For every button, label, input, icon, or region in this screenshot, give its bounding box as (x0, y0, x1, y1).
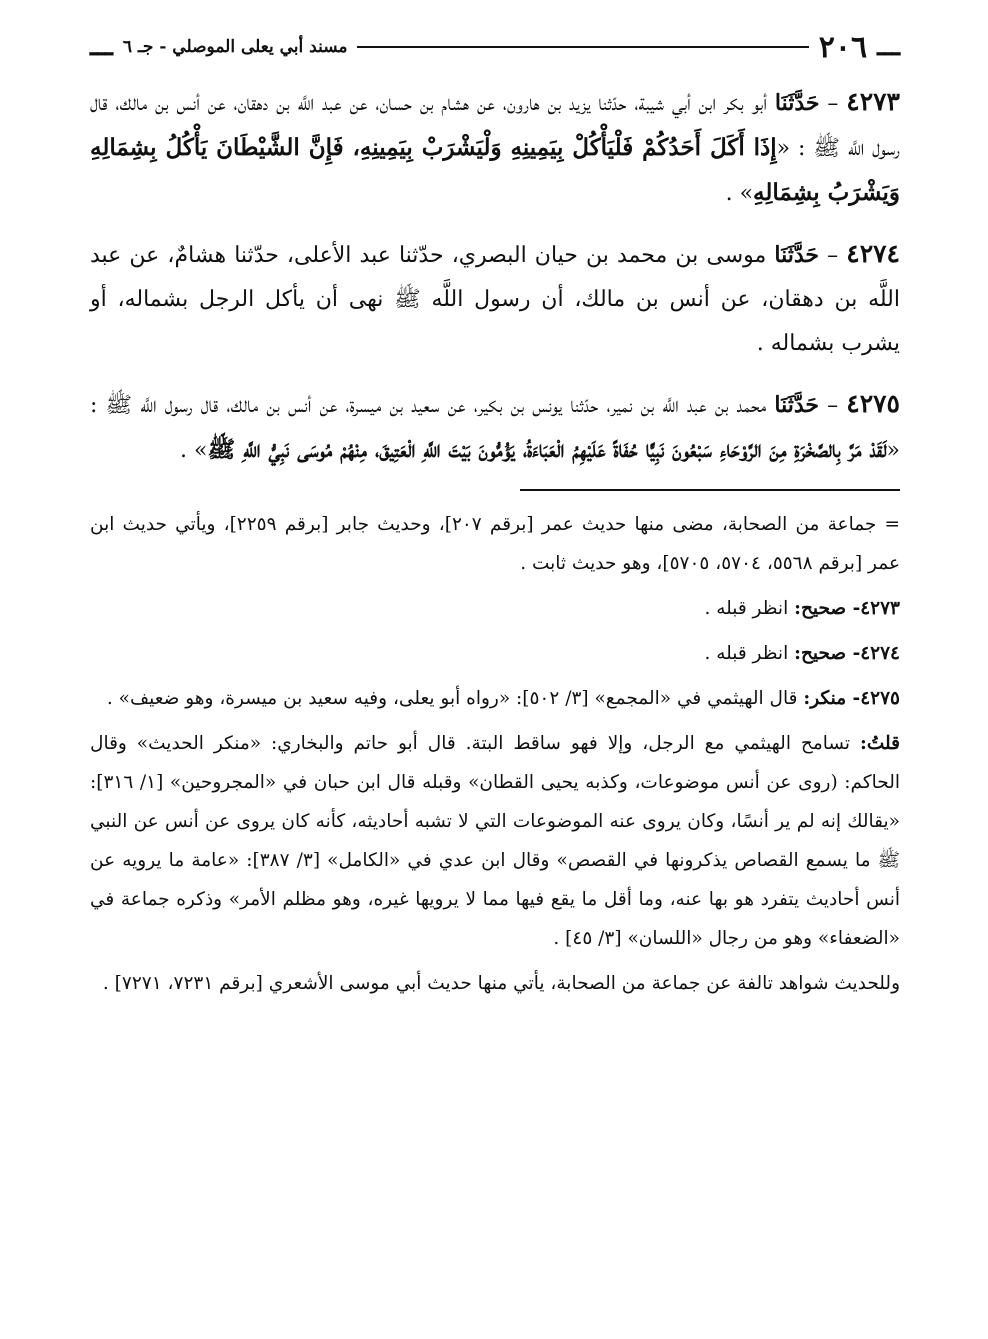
header-dash: ـــ (877, 32, 900, 62)
footnote-text: قال الهيثمي في «المجمع» [٣/ ٥٠٢]: «رواه أبو يعلى، وفيه سعيد بن ميسرة، وهو ضعيف» . (106, 688, 798, 709)
hadith-4274: ٤٢٧٤ – حَدَّثَنَا موسى بن محمد بن حيان البصري، حدّثنا عبد الأعلى، حدّثنا هشامٌ، عن عبد اللَّه بن دهقان، عن أنس بن مالك، أن رسول اللَّه ﷺ نهى أن يأكل الرجل بشماله، أو يشرب بشماله . (90, 239, 900, 356)
qult-label: قلتُ: (860, 733, 900, 754)
hadith-number: ٤٢٧٥ (846, 389, 900, 418)
haddathana-word: حَدَّثَنَا (774, 90, 820, 116)
footnote-text: انظر قبله . (704, 598, 789, 619)
page-number: ٢٠٦ (818, 29, 868, 65)
hadith-4275: ٤٢٧٥ – حَدَّثَنَا محمد بن عبد اللَّه بن نمير، حدّثنا يونس بن بكير، عن سعيد بن ميسرة، عن أنس بن مالك، قال رسول اللَّه ﷺ : «لَقَدْ مَرَّ بِالصَّخْرَةِ مِنَ الرَّوْحَاءِ سَبْعُونَ نَبِيًّا حُفَاةً عَلَيْهِمُ الْعَبَاءَةُ، يَؤُمُّونَ بَيْتَ اللَّهِ الْعَتِيقَ، مِنْهُمْ مُوسَى نَبِيُّ اللَّهِ ﷺ» . (90, 389, 900, 463)
running-title: مسند أبي يعلى الموصلي - جـ ٦ (122, 37, 348, 57)
quote-close: » . (725, 181, 754, 206)
footnote-4274 (90, 634, 900, 673)
haddathana-word: حَدَّثَنَا (774, 242, 820, 268)
footnote-label: ٤٢٧٤- صحيح: (794, 643, 900, 664)
header-rule (357, 46, 808, 48)
matn-text: إِذَا أَكَلَ أَحَدُكُمْ فَلْيَأْكُلْ بِيَمِينِهِ وَلْيَشْرَبْ بِيَمِينِهِ، فَإِنَّ الشَّيْطَانَ يَأْكُلُ بِشِمَالِهِ وَيَشْرَبُ بِشِمَالِهِ (90, 134, 900, 206)
header-tail-dash: ـــ (90, 32, 113, 62)
running-header (90, 22, 900, 72)
qult-text: تسامح الهيثمي مع الرجل، وإلا فهو ساقط البتة. قال أبو حاتم والبخاري: «منكر الحديث» وقال الحاكم: (روى عن أنس موضوعات، وكذبه يحيى القطان» وقبله قال ابن حبان في «المجروحين» [١/ ٣١٦]: «يقالك إنه لم ير أنسًا، وكان يروى عنه الموضوعات التي لا تشبه أحاديثه، كأنه كان يروى عن أنس عن النبي ﷺ ما يسمع القصاص يذكرونها في القصص» وقال ابن عدي في «الكامل» [٣/ ٣٨٧]: «عامة ما يرويه عن أنس أحاديث يتفرد هو بها عنه، وما أقل ما يقع فيها مما لا يرويها غيره، وهو مظلم الأمر» وذكره جماعة في «الضعفاء» وهو من رجال «اللسان» [٣/ ٤٥] . (90, 733, 900, 949)
footnote-label: ٤٢٧٥- منكر: (803, 688, 900, 709)
footnote-qult (90, 724, 900, 958)
isnad-text: موسى بن محمد بن حيان البصري، حدّثنا عبد الأعلى، حدّثنا هشامٌ، عن عبد اللَّه بن دهقان، عن أنس بن مالك، أن رسول اللَّه ﷺ نهى أن يأكل الرجل بشماله، أو يشرب بشماله . (90, 243, 900, 356)
haddathana-word: حَدَّثَنَا (774, 392, 820, 418)
footnote-4275 (90, 679, 900, 718)
footnote-text: انظر قبله . (704, 643, 789, 664)
hadith-number: ٤٢٧٤ (846, 239, 900, 268)
quote-close: » . (180, 438, 208, 463)
footnote-shawahid: وللحديث شواهد تالفة عن جماعة من الصحابة، يأتي منها حديث أبي موسى الأشعري [برقم ٧٢٣١، ٧٢٧١] . (102, 973, 900, 994)
hadith-text (90, 80, 900, 473)
hadith-4273: ٤٢٧٣ – حَدَّثَنَا أبو بكر ابن أبي شيبة، حدّثنا يزيد بن هارون، عن هشام بن حسان، عن عبد اللَّه بن دهقان، عن أنس بن مالك، قال رسول اللَّه ﷺ : «إِذَا أَكَلَ أَحَدُكُمْ فَلْيَأْكُلْ بِيَمِينِهِ وَلْيَشْرَبْ بِيَمِينِهِ، فَإِنَّ الشَّيْطَانَ يَأْكُلُ بِشِمَالِهِ وَيَشْرَبُ بِشِمَالِهِ» . (90, 87, 900, 206)
footnotes (90, 505, 900, 1003)
matn-text: لَقَدْ مَرَّ بِالصَّخْرَةِ مِنَ الرَّوْحَاءِ سَبْعُونَ نَبِيًّا حُفَاةً عَلَيْهِمُ الْعَبَاءَةُ، يَؤُمُّونَ بَيْتَ اللَّهِ الْعَتِيقَ، مِنْهُمْ مُوسَى نَبِيُّ اللَّهِ ﷺ (207, 436, 887, 463)
isnad-text: محمد بن عبد اللَّه بن نمير، حدّثنا يونس بن بكير، عن سعيد بن ميسرة، عن أنس بن مالك، قال رسول اللَّه ﷺ : « (90, 393, 900, 463)
isnad-text: أبو بكر ابن أبي شيبة، حدّثنا يزيد بن هارون، عن هشام بن حسان، عن عبد اللَّه بن دهقان، عن أنس بن مالك، قال رسول اللَّه ﷺ : « (90, 91, 900, 161)
footnote-separator (520, 489, 900, 491)
footnote-continuation: = جماعة من الصحابة، مضى منها حديث عمر [برقم ٢٠٧]، وحديث جابر [برقم ٢٢٥٩]، ويأتي حديث ابن عمر [برقم ٥٥٦٨، ٥٧٠٤، ٥٧٠٥]، وهو حديث ثابت . (90, 514, 901, 574)
hadith-number: ٤٢٧٣ (846, 87, 900, 116)
footnote-label: ٤٢٧٣- صحيح: (794, 598, 900, 619)
footnote-4273 (90, 589, 900, 628)
